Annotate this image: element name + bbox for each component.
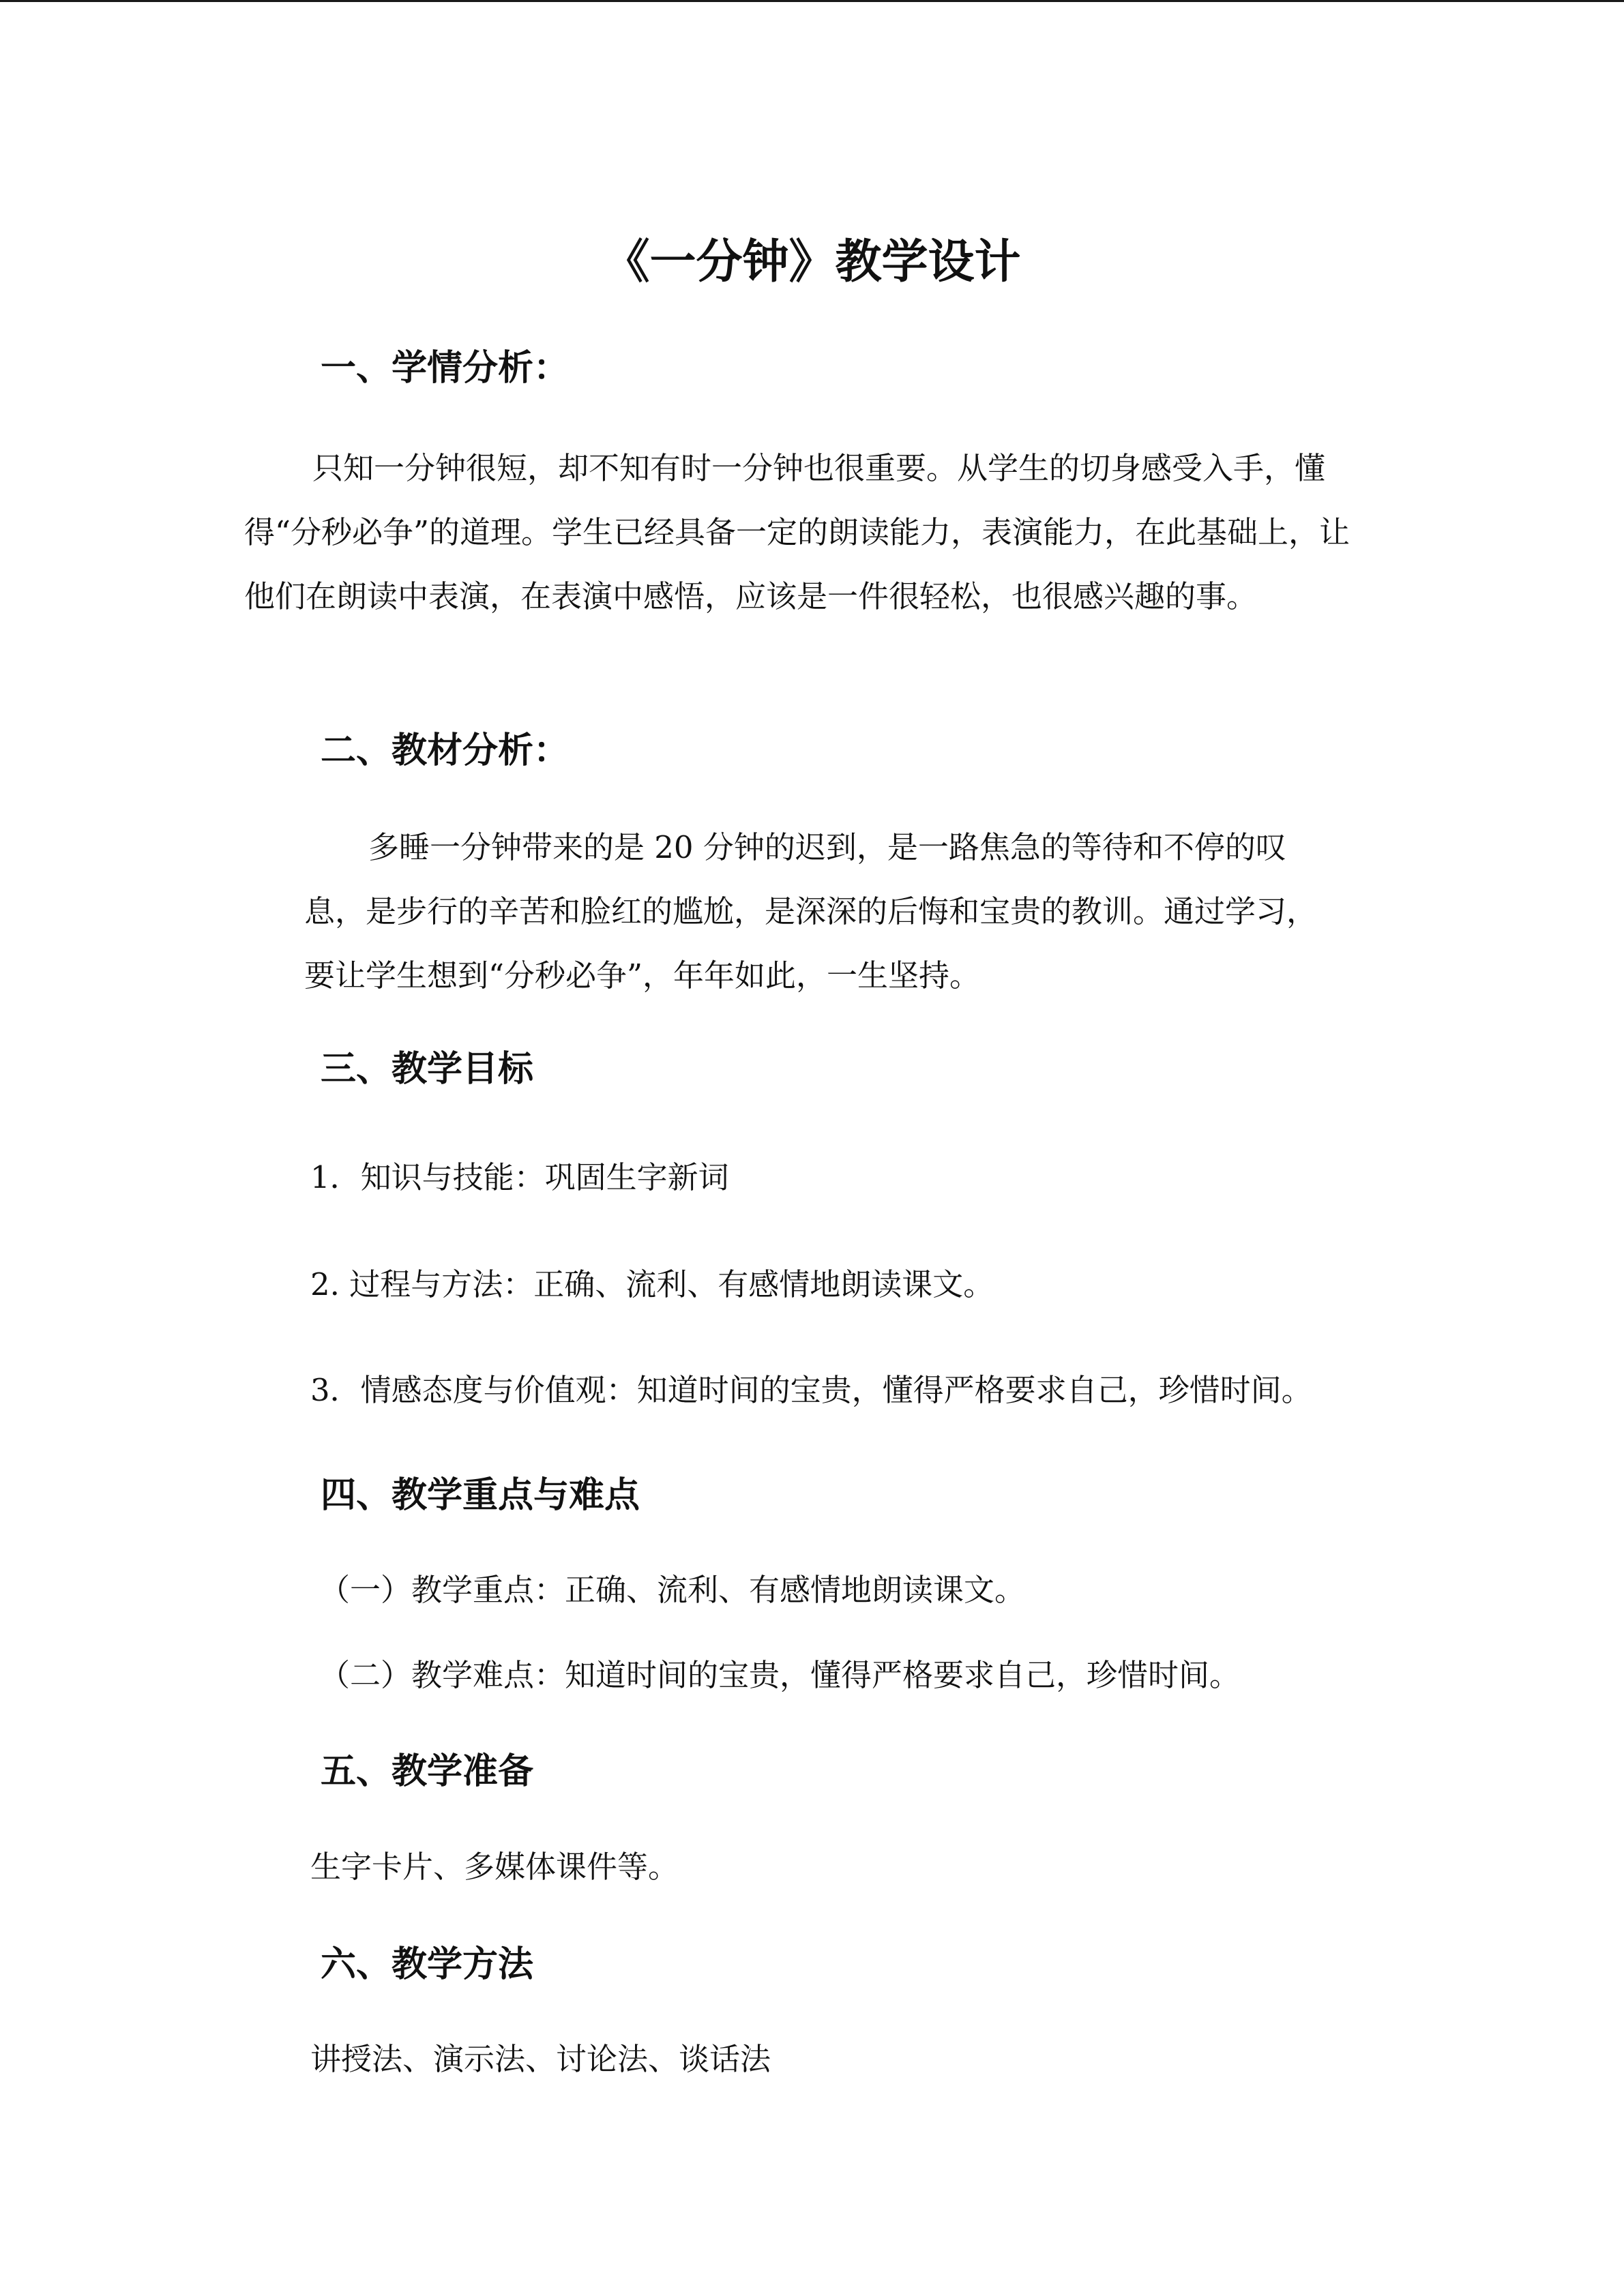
page-top-border — [0, 0, 1624, 2]
key-point-item-1: （一）教学重点：正确、流利、有感情地朗读课文。 — [319, 1572, 1026, 1608]
section-heading-1: 一、学情分析： — [321, 348, 570, 389]
section-5-text: 生字卡片、多媒体课件等。 — [310, 1849, 679, 1885]
objective-item-3: 3．情感态度与价值观：知道时间的宝贵，懂得严格要求自己，珍惜时间。 — [310, 1372, 1312, 1408]
section-heading-3: 三、教学目标 — [321, 1049, 534, 1090]
section-2-paragraph: 多睡一分钟带来的是 20 分钟的迟到，是一路焦急的等待和不停的叹息，是步行的辛苦和脸红的尴尬，是深深的后悔和宝贵的教训。通过学习，要让学生想到“分秒必争”，年年如此，一生坚持。 — [304, 829, 1318, 994]
section-heading-2: 二、教材分析： — [321, 730, 570, 771]
section-heading-6: 六、教学方法 — [321, 1944, 534, 1985]
objective-item-2: 2. 过程与方法：正确、流利、有感情地朗读课文。 — [310, 1266, 994, 1302]
section-6-text: 讲授法、演示法、讨论法、谈话法 — [310, 2041, 771, 2077]
section-heading-5: 五、教学准备 — [321, 1751, 534, 1792]
key-point-item-2: （二）教学难点：知道时间的宝贵，懂得严格要求自己，珍惜时间。 — [319, 1657, 1241, 1693]
document-title: 《一分钟》教学设计 — [603, 235, 1021, 289]
section-1-paragraph: 只知一分钟很短，却不知有时一分钟也很重要。从学生的切身感受入手，懂得“分秒必争”的道理。学生已经具备一定的朗读能力，表演能力，在此基础上，让他们在朗读中表演，在表演中感悟，应该是一件很轻松，也很感兴趣的事。 — [244, 450, 1350, 614]
section-heading-4: 四、教学重点与难点 — [321, 1475, 640, 1516]
objective-item-1: 1．知识与技能：巩固生字新词 — [310, 1159, 729, 1195]
